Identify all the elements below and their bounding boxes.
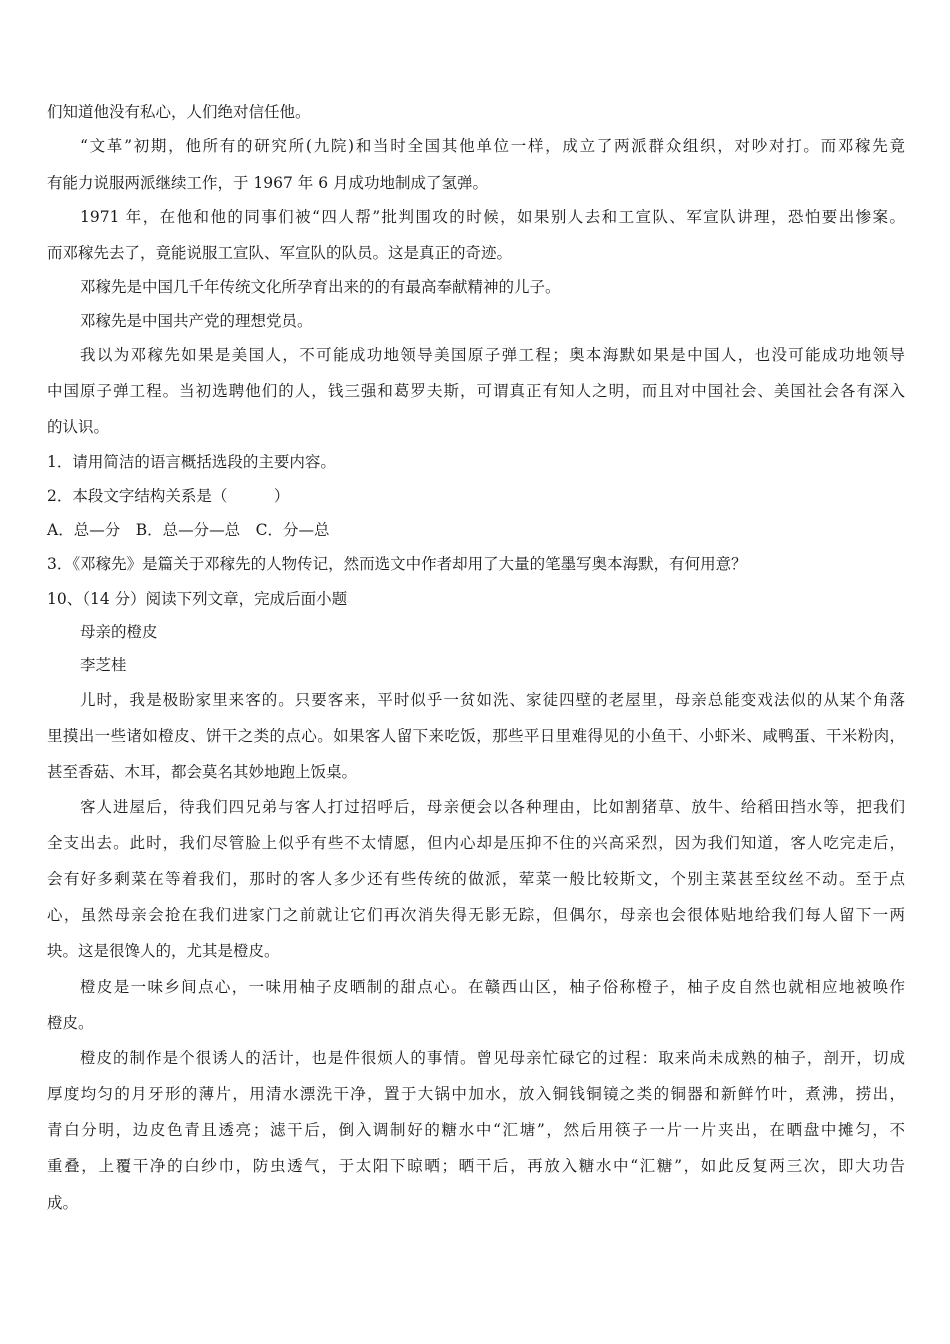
question-2-options: A．总—分 B．总—分—总 C．分—总: [47, 521, 330, 539]
text-line: 有能力说服两派继续工作，于 1967 年 6 月成功地制成了氢弹。: [47, 174, 489, 192]
text-line: 1971 年，在他和他的同事们被“四人帮”批判围攻的时候，如果别人去和工宣队、军宣队讲理，恐怕要出惨案。: [80, 208, 905, 226]
text-line: 们知道他没有私心，人们绝对信任他。: [47, 103, 311, 121]
text-line: 心，虽然母亲会抢在我们进家门之前就让它们再次消失得无影无踪，但偶尔，母亲也会很体贴地给我们每人留下一两: [47, 906, 905, 924]
text-line: 中国原子弹工程。当初选聘他们的人，钱三强和葛罗夫斯，可谓真正有知人之明，而且对中国社会、美国社会各有深入: [47, 382, 905, 400]
text-line: 成。: [47, 1194, 79, 1212]
text-line: 全支出去。此时，我们尽管脸上似乎有些不太情愿，但内心却是压抑不住的兴高采烈，因为我们知道，客人吃完走后，: [47, 834, 905, 852]
text-line: 厚度均匀的月牙形的薄片，用清水漂洗干净，置于大锅中加水，放入铜钱铜镜之类的铜器和新鲜竹叶，煮沸，捞出，: [47, 1085, 905, 1103]
text-line: 的认识。: [47, 418, 110, 436]
text-line: 甚至香菇、木耳，都会莫名其妙地跑上饭桌。: [47, 763, 358, 781]
text-line: 邓稼先是中国共产党的理想党员。: [80, 312, 313, 330]
text-line: 橙皮是一味乡间点心，一味用柚子皮晒制的甜点心。在赣西山区，柚子俗称橙子，柚子皮自然也就相应地被唤作: [80, 978, 905, 996]
text-line: 橙皮的制作是个很诱人的活计，也是件很烦人的事情。曾见母亲忙碌它的过程：取来尚未成熟的柚子，剖开，切成: [80, 1049, 905, 1067]
text-line: 青白分明，边皮色青且透亮；滤干后，倒入调制好的糖水中“汇塘”，然后用筷子一片一片夹出，在晒盘中摊匀，不: [47, 1121, 905, 1139]
text-line: 橙皮。: [47, 1014, 94, 1032]
article-author: 李芝桂: [80, 656, 127, 674]
text-line: “文革”初期，他所有的研究所(九院)和当时全国其他单位一样，成立了两派群众组织，对吵对打。而邓稼先竟: [80, 137, 905, 155]
text-line: 里摸出一些诸如橙皮、饼干之类的点心。如果客人留下来吃饭，那些平日里难得见的小鱼干、小虾米、咸鸭蛋、干米粉肉，: [47, 727, 905, 745]
text-line: 重叠，上覆干净的白纱巾，防虫透气，于太阳下晾晒；晒干后，再放入糖水中“汇糖”，如此反复两三次，即大功告: [47, 1157, 905, 1175]
text-line: 而邓稼先去了，竟能说服工宣队、军宣队的队员。这是真正的奇迹。: [47, 244, 513, 262]
question-3: 3．《邓稼先》是篇关于邓稼先的人物传记，然而选文中作者却用了大量的笔墨写奥本海默，有何用意？: [47, 555, 747, 573]
text-line: 客人进屋后，待我们四兄弟与客人打过招呼后，母亲便会以各种理由，比如割猪草、放牛、给稻田挡水等，把我们: [80, 798, 905, 816]
text-line: 儿时，我是极盼家里来客的。只要客来，平时似乎一贫如洗、家徒四壁的老屋里，母亲总能变戏法似的从某个角落: [80, 691, 905, 709]
text-line: 我以为邓稼先如果是美国人，不可能成功地领导美国原子弹工程；奥本海默如果是中国人，也没可能成功地领导: [80, 346, 905, 364]
article-title: 母亲的橙皮: [80, 623, 158, 641]
text-line: 邓稼先是中国几千年传统文化所孕育出来的的有最高奉献精神的儿子。: [80, 278, 561, 296]
text-line: 会有好多剩菜在等着我们，那时的客人多少还有些传统的做派，荤菜一般比较斯文，个别主菜甚至纹丝不动。至于点: [47, 870, 905, 888]
question-1: 1．请用简洁的语言概括选段的主要内容。: [47, 453, 336, 471]
section-heading: 10、（14 分）阅读下列文章，完成后面小题: [47, 590, 348, 608]
text-line: 块。这是很馋人的，尤其是橙皮。: [47, 942, 280, 960]
question-2: 2．本段文字结构关系是（ ）: [47, 487, 290, 505]
